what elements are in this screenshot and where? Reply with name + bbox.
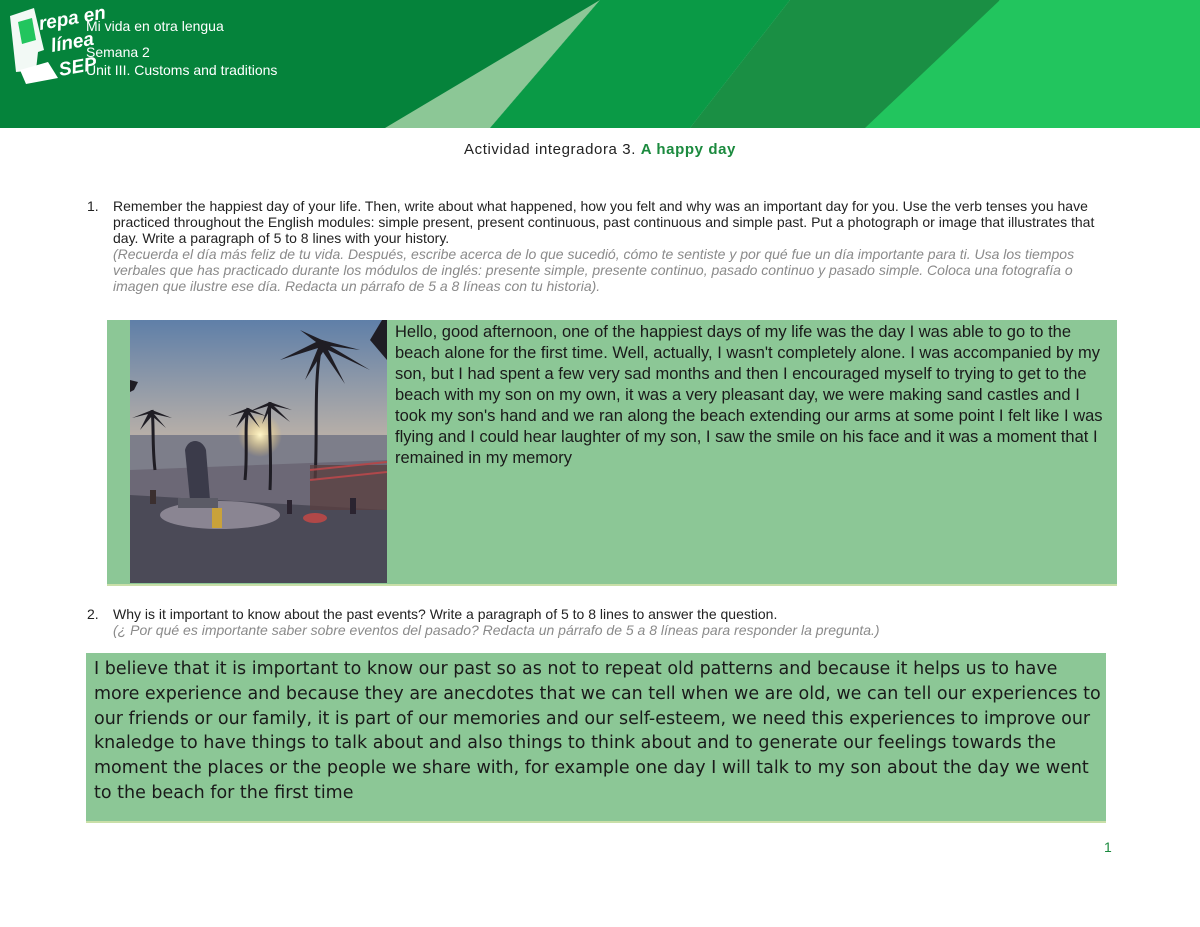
question-1-text-es: (Recuerda el día más feliz de tu vida. Después, escribe acerca de lo que sucedió, cómo te sentiste y por qué fue un día importante para ti. Usa los tiempos verbales que has practicado durante los módulos de inglés: presente simple, presente continuo, pasado continuo y pasado simple. Coloca una fotografía o imagen que ilustre ese día. Redacta un párrafo de 5 a 8 líneas con tu historia). <box>113 246 1075 294</box>
svg-text:SEP: SEP <box>57 53 99 81</box>
beach-sunset-photo <box>130 320 387 583</box>
activity-title-prefix: Actividad integradora 3. <box>463 141 636 158</box>
week-label: Semana 2 <box>86 44 150 60</box>
course-name: Mi vida en otra lengua <box>86 18 224 34</box>
answer-2-box <box>86 653 1106 823</box>
question-2-text-es: (¿ Por qué es importante saber sobre eventos del pasado? Redacta un párrafo de 5 a 8 líneas para responder la pregunta.) <box>113 622 880 638</box>
prepa-en-linea-logo <box>0 0 120 90</box>
question-2-number: 2. <box>87 606 99 622</box>
question-2 <box>87 606 1113 638</box>
question-1-number: 1. <box>87 198 99 214</box>
page-number: 1 <box>1104 839 1112 855</box>
question-1-text-en: Remember the happiest day of your life. Then, write about what happened, how you felt and why was an important day for you. Use the verb tenses you have practiced throughout the English modules: simple present, present continuous, past continuous and simple past. Put a photograph or image that illustrates that day. Write a paragraph of 5 to 8 lines with your history. <box>113 198 1095 246</box>
svg-text:repa en: repa en <box>37 2 108 35</box>
activity-title-highlight: A happy day <box>640 141 736 158</box>
answer-1-text: Hello, good afternoon, one of the happiest days of my life was the day I was able to go to the beach alone for the first time. Well, actually, I wasn't completely alone. I was accompanied by my son, but I had spent a few very sad months and then I encouraged myself to trying to get to the beach with my son on my own, it was a very pleasant day, we were making sand castles and I took my son's hand and we ran along the beach extending our arms at some point I felt like I was flying and I could hear laughter of my son, I saw the smile on his face and it was a moment that I remained in my memory <box>395 323 1103 467</box>
question-1 <box>87 198 1113 294</box>
header-banner <box>0 0 1200 128</box>
answer-2-text: I believe that it is important to know our past so as not to repeat old patterns and because it helps us to have more experience and because they are anecdotes that we can tell when we are old, we can tell our experiences to our friends or our family, it is part of our memories and our self-esteem, we need this experiences to improve our knaledge to have things to talk about and also things to think about and to generate our feelings towards the moment the places or the people we share with, for example one day I will talk to my son about the day we went to the beach for the first time <box>94 659 1101 803</box>
activity-title <box>0 141 1200 158</box>
question-2-text-en: Why is it important to know about the past events? Write a paragraph of 5 to 8 lines to answer the question. <box>113 606 778 622</box>
svg-text:línea: línea <box>49 28 96 57</box>
unit-label: Unit III. Customs and traditions <box>86 62 278 78</box>
